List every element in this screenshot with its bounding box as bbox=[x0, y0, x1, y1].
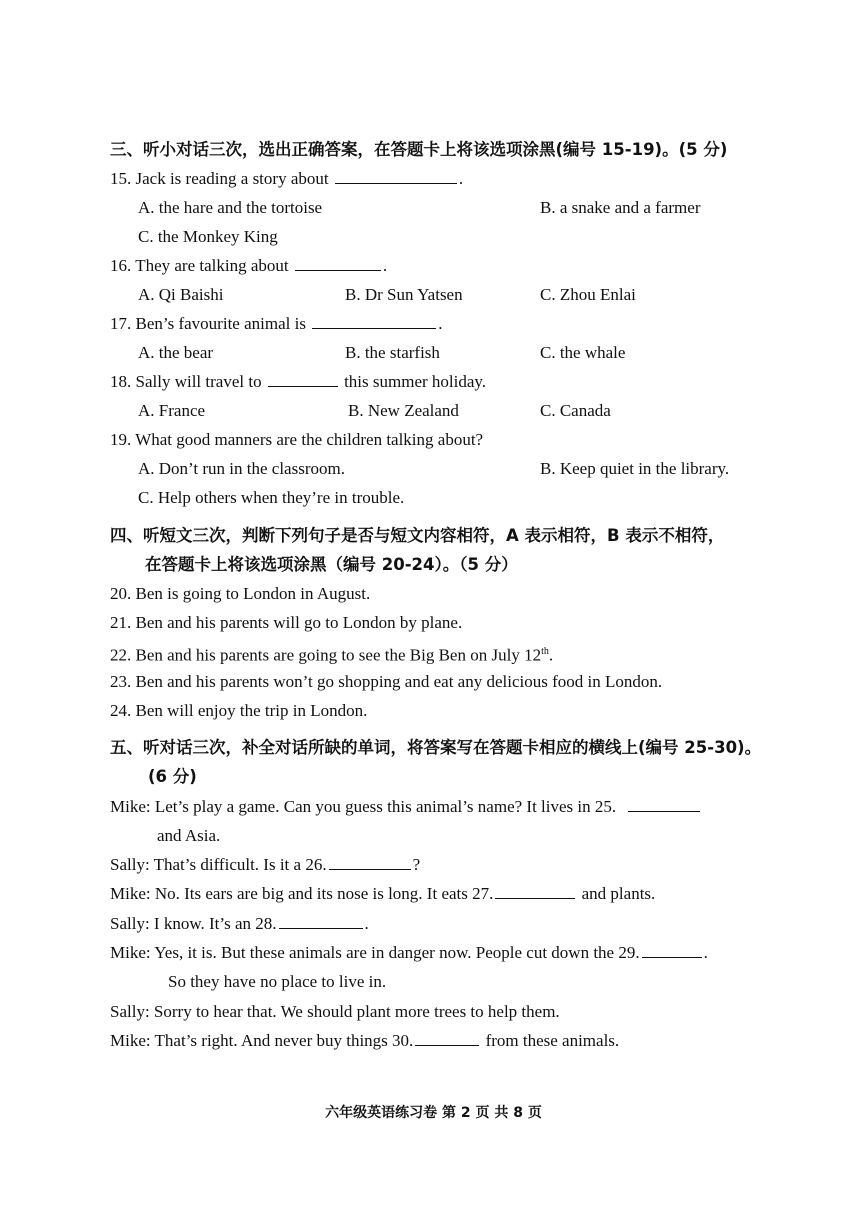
statement-22-end: . bbox=[548, 645, 554, 665]
statement-22-text: 22. Ben and his parents are going to see the Big Ben on July 12 bbox=[110, 645, 542, 665]
dialogue-3-end: ? bbox=[412, 855, 421, 874]
dialogue-4-text: Mike: No. Its ears are big and its nose is long. It eats 27. bbox=[110, 884, 494, 903]
question-16 bbox=[110, 254, 387, 278]
statement-21: 21. Ben and his parents will go to London by plane. bbox=[110, 613, 463, 632]
q19-option-c: C. Help others when they’re in trouble. bbox=[138, 488, 405, 507]
blank-25 bbox=[628, 795, 700, 812]
q17-option-b: B. the starfish bbox=[345, 343, 440, 362]
page-footer: 六年级英语练习卷 第 2 页 共 8 页 bbox=[325, 1105, 542, 1121]
dialogue-5-text: Sally: I know. It’s an 28. bbox=[110, 914, 277, 933]
dialogue-line-7: So they have no place to live in. bbox=[168, 972, 387, 991]
q18-option-a: A. France bbox=[138, 401, 206, 420]
dialogue-6-end: . bbox=[703, 943, 708, 962]
q15-stem: 15. Jack is reading a story about bbox=[110, 169, 329, 188]
q17-option-a: A. the bear bbox=[138, 343, 214, 362]
statement-24: 24. Ben will enjoy the trip in London. bbox=[110, 701, 368, 720]
dialogue-6-text: Mike: Yes, it is. But these animals are in danger now. People cut down the 29. bbox=[110, 943, 640, 962]
question-18 bbox=[110, 370, 486, 394]
dialogue-3-text: Sally: That’s difficult. Is it a 26. bbox=[110, 855, 327, 874]
q17-blank bbox=[312, 312, 436, 329]
dialogue-line-5 bbox=[110, 912, 369, 936]
statement-22-sup: th bbox=[541, 646, 549, 657]
statement-22 bbox=[110, 640, 553, 668]
dialogue-line-4 bbox=[110, 882, 655, 906]
q16-blank bbox=[295, 254, 381, 271]
question-17 bbox=[110, 312, 442, 336]
q16-option-c: C. Zhou Enlai bbox=[540, 285, 636, 304]
q15-blank bbox=[335, 167, 457, 184]
dialogue-1-text: Mike: Let’s play a game. Can you guess this animal’s name? It lives in 25. bbox=[110, 797, 617, 816]
statement-20: 20. Ben is going to London in August. bbox=[110, 584, 371, 603]
dialogue-9-end: from these animals. bbox=[485, 1031, 620, 1050]
dialogue-5-end: . bbox=[364, 914, 369, 933]
blank-29 bbox=[642, 941, 702, 958]
q18-stem: 18. Sally will travel to bbox=[110, 372, 262, 391]
dialogue-4-end: and plants. bbox=[581, 884, 656, 903]
question-19: 19. What good manners are the children talking about? bbox=[110, 430, 484, 449]
q15-stem-end: . bbox=[458, 169, 464, 188]
q19-option-b: B. Keep quiet in the library. bbox=[540, 459, 730, 478]
dialogue-line-1 bbox=[110, 795, 702, 819]
dialogue-line-8: Sally: Sorry to hear that. We should plant more trees to help them. bbox=[110, 1002, 560, 1021]
q15-option-c: C. the Monkey King bbox=[138, 227, 278, 246]
section3-heading: 三、听小对话三次，选出正确答案，在答题卡上将该选项涂黑(编号 15-19)。(5 分) bbox=[110, 140, 728, 159]
blank-27 bbox=[495, 882, 575, 899]
blank-28 bbox=[279, 912, 363, 929]
q18-stem-end: this summer holiday. bbox=[344, 372, 487, 391]
dialogue-line-2: and Asia. bbox=[157, 826, 221, 845]
q17-option-c: C. the whale bbox=[540, 343, 626, 362]
statement-23: 23. Ben and his parents won’t go shopping and eat any delicious food in London. bbox=[110, 672, 663, 691]
blank-26 bbox=[329, 853, 411, 870]
q15-option-a: A. the hare and the tortoise bbox=[138, 198, 323, 217]
dialogue-9-text: Mike: That’s right. And never buy things 30. bbox=[110, 1031, 414, 1050]
q16-option-b: B. Dr Sun Yatsen bbox=[345, 285, 463, 304]
q16-option-a: A. Qi Baishi bbox=[138, 285, 224, 304]
section5-heading-line2: (6 分) bbox=[148, 767, 197, 786]
section4-heading-line1: 四、听短文三次，判断下列句子是否与短文内容相符，A 表示相符，B 表示不相符， bbox=[110, 526, 725, 545]
dialogue-line-9 bbox=[110, 1029, 619, 1053]
q15-option-b: B. a snake and a farmer bbox=[540, 198, 701, 217]
dialogue-line-3 bbox=[110, 853, 420, 877]
section5-heading-line1: 五、听对话三次，补全对话所缺的单词，将答案写在答题卡相应的横线上(编号 25-30)。 bbox=[110, 738, 762, 757]
q17-stem-end: . bbox=[438, 314, 443, 333]
question-15 bbox=[110, 167, 463, 191]
q18-option-b: B. New Zealand bbox=[348, 401, 459, 420]
q16-stem: 16. They are talking about bbox=[110, 256, 289, 275]
dialogue-line-6 bbox=[110, 941, 708, 965]
q18-blank bbox=[268, 370, 338, 387]
q18-option-c: C. Canada bbox=[540, 401, 611, 420]
q17-stem: 17. Ben’s favourite animal is bbox=[110, 314, 306, 333]
q19-option-a: A. Don’t run in the classroom. bbox=[138, 459, 345, 478]
section4-heading-line2: 在答题卡上将该选项涂黑（编号 20-24）。（5 分） bbox=[145, 555, 518, 574]
q16-stem-end: . bbox=[382, 256, 388, 275]
blank-30 bbox=[415, 1029, 479, 1046]
